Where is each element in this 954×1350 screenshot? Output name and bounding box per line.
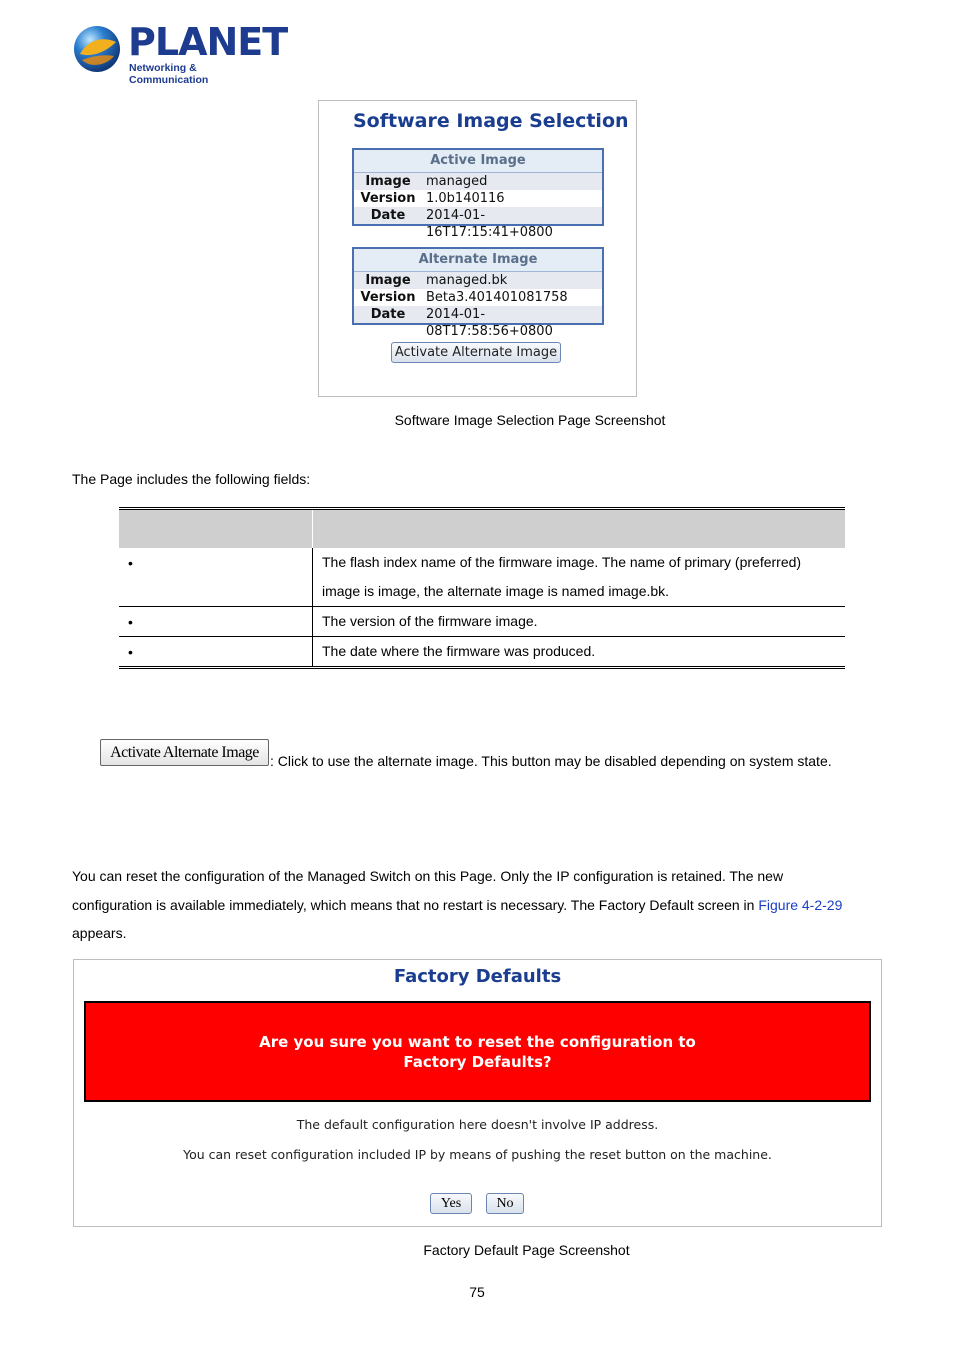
- fields-intro: The Page includes the following fields:: [72, 471, 311, 487]
- bullet: •: [128, 644, 133, 660]
- row-key: Version: [360, 290, 416, 305]
- description-line: The flash index name of the firmware image. The name of primary (preferred): [322, 554, 802, 570]
- globe-icon: [72, 24, 122, 74]
- table-row: [354, 289, 602, 306]
- row-key: Date: [370, 208, 406, 223]
- row-value: managed: [426, 174, 488, 189]
- yes-button[interactable]: Yes: [430, 1193, 472, 1214]
- row-key: Date: [370, 307, 406, 322]
- panel-title: Software Image Selection: [353, 110, 629, 132]
- bullet: •: [128, 555, 133, 571]
- figure-caption: Factory Default Page Screenshot: [423, 1242, 630, 1258]
- table-row: [119, 637, 845, 666]
- activate-alternate-image-button[interactable]: Activate Alternate Image: [391, 342, 561, 363]
- reset-warning-box: [84, 1001, 871, 1102]
- field-description: The date where the firmware was produced.: [322, 643, 596, 659]
- row-value: 1.0b140116: [426, 191, 505, 206]
- intro-line: You can reset the configuration of the Managed Switch on this Page. Only the IP configuration is retained. The new: [72, 868, 784, 884]
- figure-link[interactable]: Figure 4-2-29: [758, 896, 843, 913]
- row-value: managed.bk: [426, 273, 508, 288]
- table-row: [354, 306, 602, 339]
- active-image-table: [352, 148, 604, 240]
- row-value: 2014-01-08T17:58:56+0800: [426, 307, 553, 339]
- factory-defaults-panel: [73, 959, 882, 1227]
- bullet: •: [128, 614, 133, 630]
- software-image-selection-panel: [318, 100, 637, 397]
- row-key: Image: [365, 174, 411, 189]
- warning-line: Are you sure you want to reset the configuration to: [259, 1033, 696, 1051]
- field-description: The version of the firmware image.: [322, 613, 538, 629]
- fields-table: [119, 507, 845, 669]
- no-button[interactable]: No: [486, 1193, 524, 1214]
- table-header: Active Image: [354, 150, 602, 173]
- row-value: 2014-01-16T17:15:41+0800: [426, 208, 553, 240]
- button-description: : Click to use the alternate image. This button may be disabled depending on system state.: [270, 753, 832, 769]
- figure-caption: Software Image Selection Page Screenshot: [394, 412, 666, 428]
- table-row: [354, 272, 602, 289]
- row-key: Version: [360, 191, 416, 206]
- table-bottom-rule: [119, 666, 845, 669]
- table-row: [119, 548, 845, 607]
- warning-line: Factory Defaults?: [403, 1053, 552, 1071]
- alternate-image-table: [352, 247, 604, 339]
- panel-title: Factory Defaults: [393, 966, 562, 987]
- page-number: 75: [469, 1284, 485, 1300]
- field-description: [322, 548, 845, 606]
- intro-line: appears.: [72, 925, 127, 941]
- table-header: Alternate Image: [354, 249, 602, 272]
- intro-text: configuration is available immediately, which means that no restart is necessary. The Factory Default screen in: [72, 896, 759, 913]
- logo-tagline: Networking & Communication: [129, 62, 209, 86]
- planet-logo: [72, 20, 288, 86]
- table-row: [354, 207, 602, 240]
- description-line: image is image, the alternate image is named image.bk.: [322, 583, 670, 599]
- logo-wordmark: PLANET: [128, 20, 288, 64]
- intro-line: [72, 891, 892, 920]
- table-row: [119, 607, 845, 637]
- row-key: Image: [365, 273, 411, 288]
- row-value: Beta3.401401081758: [426, 290, 568, 305]
- note-ip: The default configuration here doesn't involve IP address.: [296, 1117, 659, 1132]
- factory-intro: [72, 862, 892, 948]
- activate-alternate-image-button-sample[interactable]: Activate Alternate Image: [100, 739, 269, 766]
- table-header-row: [119, 510, 845, 548]
- table-row: [354, 190, 602, 207]
- note-reset-button: You can reset configuration included IP by means of pushing the reset button on the machine.: [183, 1147, 772, 1162]
- table-row: [354, 173, 602, 190]
